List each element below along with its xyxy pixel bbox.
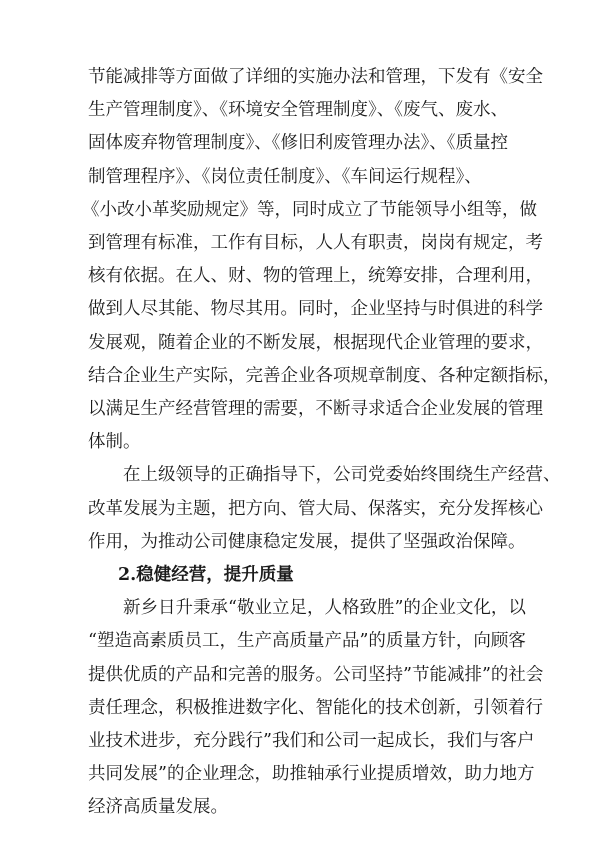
paragraph-line: 经济高质量发展。 — [88, 797, 228, 817]
paragraph-line: 改革发展为主题，把方向、管大局、保落实，充分发挥核心 — [88, 499, 543, 519]
paragraph-line: 在上级领导的正确指导下，公司党委始终围绕生产经营、 — [123, 465, 561, 485]
paragraph-line: 核有依据。在人、财、物的管理上，统筹安排，合理利用， — [88, 266, 543, 286]
paragraph-line: 责任理念，积极推进数字化、智能化的技术创新，引领着行 — [88, 698, 543, 718]
paragraph-line: 结合企业生产实际，完善企业各项规章制度、各种定额指标， — [88, 366, 561, 386]
paragraph-line: 节能减排等方面做了详细的实施办法和管理，下发有《安全 — [88, 67, 543, 87]
paragraph-line: 发展观，随着企业的不断发展，根据现代企业管理的要求， — [88, 333, 543, 353]
paragraph-line: 新乡日升秉承“敬业立足，人格致胜”的企业文化，以 — [123, 598, 526, 618]
paragraph-line: 提供优质的产品和完善的服务。公司坚持”节能减排”的社会 — [88, 665, 544, 685]
paragraph-line: 生产管理制度》、《环境安全管理制度》、《废气、废水、 — [88, 100, 508, 120]
paragraph-line: “塑造高素质员工，生产高质量产品”的质量方针，向顾客 — [88, 631, 526, 651]
paragraph-line: 到管理有标准，工作有目标，人人有职责，岗岗有规定，考 — [88, 233, 543, 253]
paragraph-line: 制管理程序》、《岗位责任制度》、《车间运行规程》、 — [88, 167, 482, 187]
paragraph-line: 《小改小革奖励规定》等，同时成立了节能领导小组等，做 — [82, 200, 537, 220]
paragraph-line: 共同发展”的企业理念，助推轴承行业提质增效，助力地方 — [88, 764, 535, 784]
paragraph-line: 以满足生产经营管理的需要，不断寻求适合企业发展的管理 — [88, 399, 543, 419]
paragraph-line: 业技术进步，充分践行”我们和公司一起成长，我们与客户 — [88, 731, 535, 751]
section-heading: 2.稳健经营，提升质量 — [118, 565, 294, 585]
paragraph-line: 体制。 — [88, 432, 141, 452]
paragraph-line: 做到人尽其能、物尽其用。同时，企业坚持与时俱进的科学 — [88, 299, 543, 319]
paragraph-line: 作用，为推动公司健康稳定发展，提供了坚强政治保障。 — [88, 532, 526, 552]
paragraph-line: 固体废弃物管理制度》、《修旧利废管理办法》、《质量控 — [88, 133, 508, 153]
